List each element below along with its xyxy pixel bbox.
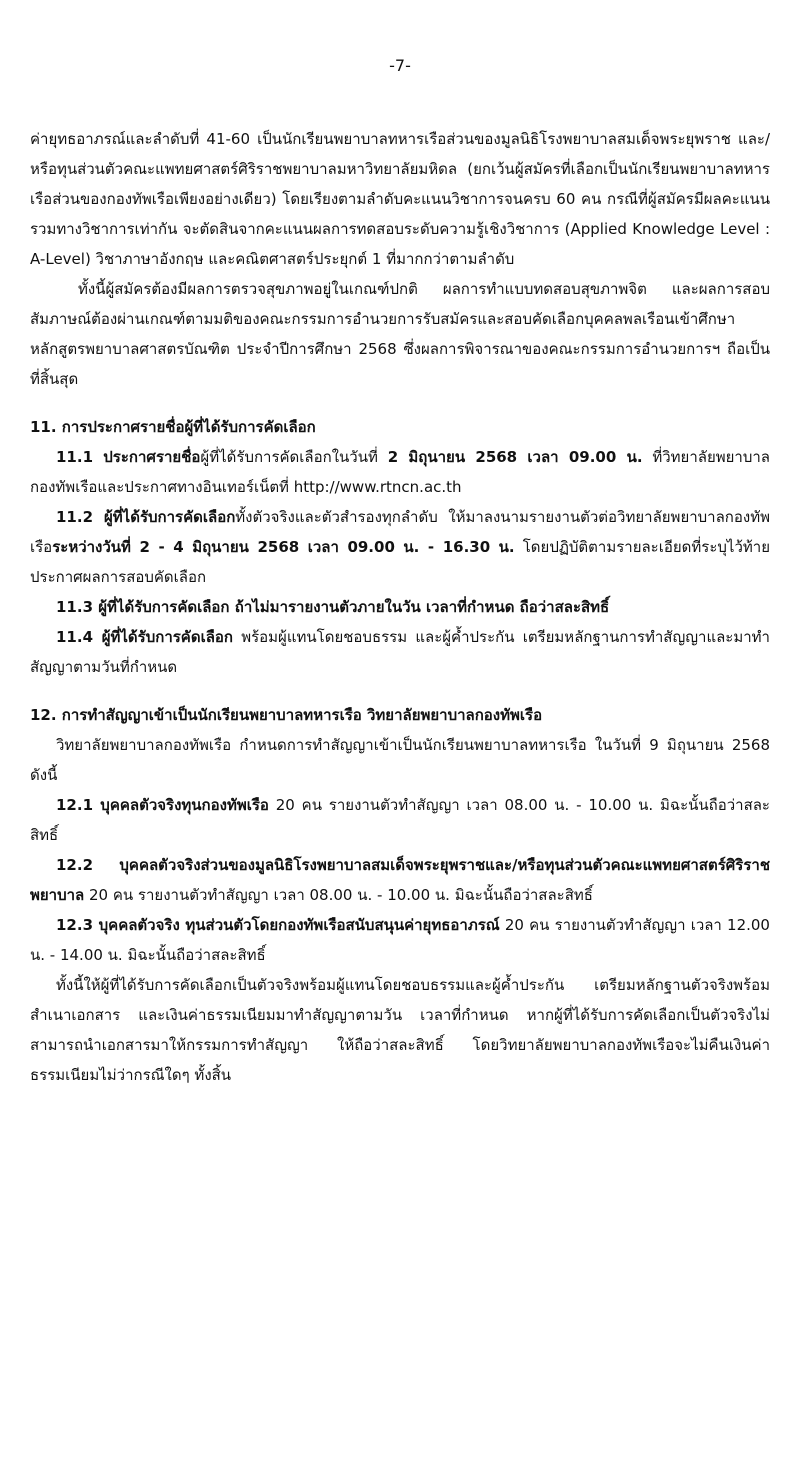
item-12-2 — [30, 850, 770, 910]
item-11-1 — [30, 442, 770, 502]
document-body — [30, 124, 770, 1090]
item-12-3 — [30, 910, 770, 970]
item-11-1-text-b: ที่วิทยาลัยพยาบาลกองทัพเรือและประกาศทางอินเทอร์เน็ตที่ http://www.rtncn.ac.th — [30, 448, 770, 496]
item-11-4-label: 11.4 ผู้ที่ได้รับการคัดเลือก — [56, 628, 233, 646]
item-11-3 — [30, 592, 770, 622]
item-11-4-text: พร้อมผู้แทนโดยชอบธรรม และผู้ค้ำประกัน เตรียมหลักฐานการทำสัญญาและมาทำสัญญาตามวันที่กำหนด — [30, 628, 770, 676]
item-12-2-text: 20 คน รายงานตัวทำสัญญา เวลา 08.00 น. - 10.00 น. มิฉะนั้นถือว่าสละสิทธิ์ — [84, 886, 593, 904]
item-11-1-text-a: ผู้ที่ได้รับการคัดเลือกในวันที่ — [200, 448, 388, 466]
item-12-2-label: 12.2 บุคคลตัวจริงส่วนของมูลนิธิโรงพยาบาลสมเด็จพระยุพราชและ/หรือทุนส่วนตัวคณะแพทยศาสตร์ศิริราชพยาบาล — [30, 856, 770, 904]
item-11-2-text-a: ทั้งตัวจริงและตัวสำรองทุกลำดับ ให้มาลงนามรายงานตัวต่อวิทยาลัยพยาบาลกองทัพเรือ — [30, 508, 770, 556]
item-12-1-label: 12.1 บุคคลตัวจริงทุนกองทัพเรือ — [56, 796, 269, 814]
item-11-2 — [30, 502, 770, 592]
item-11-3-label: 11.3 ผู้ที่ได้รับการคัดเลือก ถ้าไม่มารายงานตัวภายในวัน เวลาที่กำหนด ถือว่าสละสิทธิ์ — [56, 598, 610, 616]
section-12-heading: 12. การทำสัญญาเข้าเป็นนักเรียนพยาบาลทหารเรือ วิทยาลัยพยาบาลกองทัพเรือ — [30, 706, 543, 724]
item-12-3-text: 20 คน รายงานตัวทำสัญญา เวลา 12.00 น. - 14.00 น. มิฉะนั้นถือว่าสละสิทธิ์ — [30, 916, 770, 964]
item-12-1-text: 20 คน รายงานตัวทำสัญญา เวลา 08.00 น. - 10.00 น. มิฉะนั้นถือว่าสละสิทธิ์ — [30, 796, 770, 844]
item-11-1-label: 11.1 ประกาศรายชื่อ — [56, 448, 201, 466]
closing-paragraph: ทั้งนี้ให้ผู้ที่ได้รับการคัดเลือกเป็นตัวจริงพร้อมผู้แทนโดยชอบธรรมและผู้ค้ำประกัน เตรียมหลักฐานตัวจริงพร้อมสำเนาเอกสาร และเงินค่าธรรมเนียมมาทำสัญญาตามวัน เวลาที่กำหนด หากผู้ที่ได้รับการคัดเลือกเป็นตัวจริงไม่สามารถนำเอกสารมาให้กรรมการทำสัญญา ให้ถือว่าสละสิทธิ์ โดยวิทยาลัยพยาบาลกองทัพเรือจะไม่คืนเงินค่าธรรมเนียมไม่ว่ากรณีใดๆ ทั้งสิ้น — [30, 976, 770, 1084]
item-12-3-label: 12.3 บุคคลตัวจริง ทุนส่วนตัวโดยกองทัพเรือสนับสนุนค่ายุทธอาภรณ์ — [56, 916, 500, 934]
intro-paragraph: ค่ายุทธอาภรณ์และลำดับที่ 41-60 เป็นนักเรียนพยาบาลทหารเรือส่วนของมูลนิธิโรงพยาบาลสมเด็จพระยุพราช และ/หรือทุนส่วนตัวคณะแพทยศาสตร์ศิริราชพยาบาลมหาวิทยาลัยมหิดล (ยกเว้นผู้สมัครที่เลือกเป็นนักเรียนพยาบาลทหารเรือส่วนของกองทัพเรือเพียงอย่างเดียว) โดยเรียงตามลำดับคะแนนวิชาการจนครบ 60 คน กรณีที่ผู้สมัครมีผลคะแนนรวมทางวิชาการเท่ากัน จะตัดสินจากคะแนนผลการทดสอบระดับความรู้เชิงวิชาการ (Applied Knowledge Level : A-Level) วิชาภาษาอังกฤษ และคณิตศาสตร์ประยุกต์ 1 ที่มากกว่าตามลำดับ — [30, 130, 770, 268]
item-11-4 — [30, 622, 770, 682]
item-11-2-date: ระหว่างวันที่ 2 - 4 มิถุนายน 2568 เวลา 09.00 น. - 16.30 น. — [52, 538, 515, 556]
section-12-intro: วิทยาลัยพยาบาลกองทัพเรือ กำหนดการทำสัญญาเข้าเป็นนักเรียนพยาบาลทหารเรือ ในวันที่ 9 มิถุนายน 2568 ดังนี้ — [30, 736, 770, 784]
health-paragraph: ทั้งนี้ผู้สมัครต้องมีผลการตรวจสุขภาพอยู่ในเกณฑ์ปกติ ผลการทำแบบทดสอบสุขภาพจิต และผลการสอบสัมภาษณ์ต้องผ่านเกณฑ์ตามมติของคณะกรรมการอำนวยการรับสมัครและสอบคัดเลือกบุคคลพลเรือนเข้าศึกษาหลักสูตรพยาบาลศาสตรบัณฑิต ประจำปีการศึกษา 2568 ซึ่งผลการพิจารณาของคณะกรรมการอำนวยการฯ ถือเป็นที่สิ้นสุด — [30, 280, 770, 388]
item-12-1 — [30, 790, 770, 850]
section-11-heading: 11. การประกาศรายชื่อผู้ที่ได้รับการคัดเลือก — [30, 418, 316, 436]
item-11-1-date: 2 มิถุนายน 2568 เวลา 09.00 น. — [387, 448, 643, 466]
page-number: -7- — [389, 56, 411, 75]
item-11-2-text-b: โดยปฏิบัติตามรายละเอียดที่ระบุไว้ท้ายประกาศผลการสอบคัดเลือก — [30, 538, 770, 586]
item-11-2-label: 11.2 ผู้ที่ได้รับการคัดเลือก — [56, 508, 236, 526]
